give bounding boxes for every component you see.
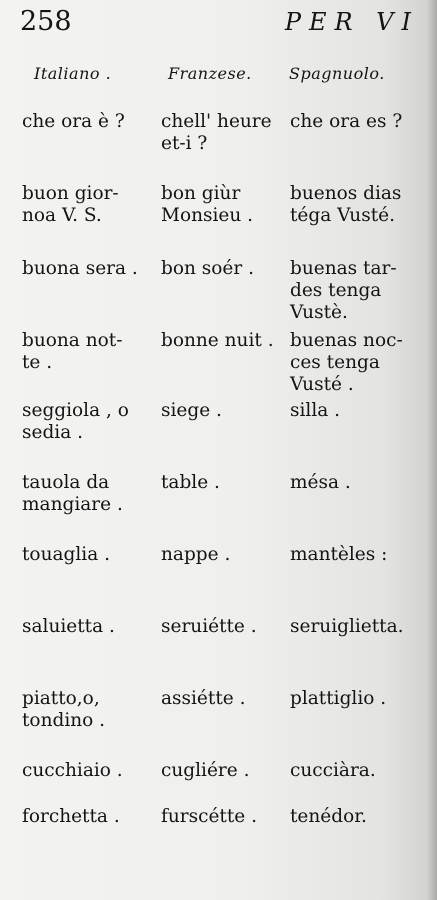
page-number: 258 — [20, 6, 72, 37]
french-phrase: assiétte . — [161, 688, 246, 709]
italian-phrase: buon gior- noa V. S. — [22, 183, 119, 226]
column-header-franzese: Franzese. — [168, 64, 252, 83]
page-header — [20, 6, 419, 42]
italian-phrase: piatto,o, tondino . — [22, 688, 106, 731]
running-head: PER VI — [284, 8, 419, 36]
french-phrase: siege . — [161, 400, 222, 421]
spanish-phrase: che ora es ? — [290, 111, 403, 132]
french-phrase: bonne nuit . — [161, 330, 274, 351]
spanish-phrase: cucciàra. — [290, 760, 376, 781]
french-phrase: nappe . — [161, 544, 231, 565]
italian-phrase: seggiola , o sedia . — [22, 400, 129, 443]
spanish-phrase: plattiglio . — [290, 688, 387, 709]
italian-phrase: buona sera . — [22, 258, 138, 279]
italian-phrase: tauola da mangiare . — [22, 472, 123, 515]
spanish-phrase: mésa . — [290, 472, 351, 493]
french-phrase: bon soér . — [161, 258, 254, 279]
spanish-phrase: seruiglietta. — [290, 616, 404, 637]
page-edge-shadow — [427, 0, 437, 900]
spanish-phrase: buenos dias téga Vusté. — [290, 183, 402, 226]
french-phrase: furscétte . — [161, 806, 257, 827]
column-header-italiano: Italiano . — [34, 64, 112, 83]
french-phrase: chell' heure et-i ? — [161, 111, 272, 154]
spanish-phrase: tenédor. — [290, 806, 367, 827]
spanish-phrase: mantèles : — [290, 544, 388, 565]
italian-phrase: buona not- te . — [22, 330, 123, 373]
italian-phrase: forchetta . — [22, 806, 120, 827]
italian-phrase: saluietta . — [22, 616, 115, 637]
french-phrase: cugliére . — [161, 760, 250, 781]
italian-phrase: cucchiaio . — [22, 760, 123, 781]
italian-phrase: touaglia . — [22, 544, 110, 565]
italian-phrase: che ora è ? — [22, 111, 125, 132]
spanish-phrase: buenas tar- des tenga Vustè. — [290, 258, 397, 323]
french-phrase: table . — [161, 472, 220, 493]
spanish-phrase: buenas noc- ces tenga Vusté . — [290, 330, 403, 395]
french-phrase: seruiétte . — [161, 616, 257, 637]
column-header-spagnuolo: Spagnuolo. — [289, 64, 385, 83]
spanish-phrase: silla . — [290, 400, 341, 421]
french-phrase: bon giùr Monsieu . — [161, 183, 254, 226]
